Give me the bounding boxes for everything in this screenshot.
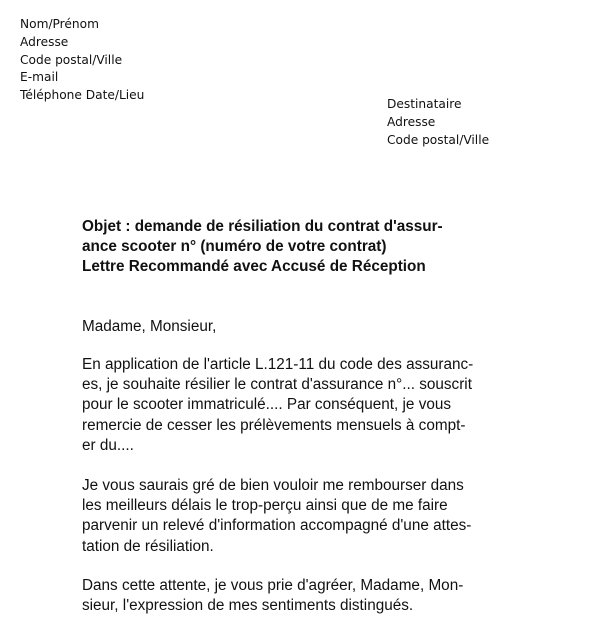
subject-line-2: ance scooter n° (numéro de votre contrat) [82,238,387,256]
paragraph-line: parvenir un relevé d'information accompagné d'une attes- [82,517,472,535]
paragraph-line: sieur, l'expression de mes sentiments distingués. [82,597,414,615]
paragraph-refund-request [82,476,471,557]
paragraph-termination-request [82,355,473,456]
sender-postal-city: Code postal/Ville [20,52,123,67]
paragraph-closing [82,576,463,616]
salutation [82,317,216,337]
recipient-block [387,95,489,149]
sender-address: Adresse [20,34,69,49]
paragraph-line: er du.... [82,436,134,454]
subject-line-1: Objet : demande de résiliation du contrat d'assur- [82,218,443,235]
subject-block [82,217,443,278]
paragraph-line: les meilleurs délais le trop-perçu ainsi que de me faire [82,497,448,515]
paragraph-line: tation de résiliation. [82,537,214,555]
paragraph-line: En application de l'article L.121-11 du code des assuranc- [82,356,474,373]
paragraph-line: Je vous saurais gré de bien vouloir me rembourser dans [82,477,464,494]
paragraph-line: remercie de cesser les prélèvements mensuels à compt- [82,416,466,434]
sender-phone-date-place: Téléphone Date/Lieu [20,88,145,103]
recipient-name: Destinataire [387,97,462,111]
sender-email: E-mail [20,70,59,85]
sender-block [20,16,144,105]
recipient-postal-city: Code postal/Ville [387,133,490,147]
paragraph-line: pour le scooter immatriculé.... Par conséquent, je vous [82,396,452,414]
sender-name: Nom/Prénom [20,17,99,31]
paragraph-line: Dans cette attente, je vous prie d'agréer, Madame, Mon- [82,577,464,594]
recipient-address: Adresse [387,115,436,129]
salutation-text: Madame, Monsieur, [82,318,217,335]
registered-mail-notice: Lettre Recommandé avec Accusé de Réception [82,258,426,276]
paragraph-line: es, je souhaite résilier le contrat d'assurance n°... souscrit [82,376,472,394]
